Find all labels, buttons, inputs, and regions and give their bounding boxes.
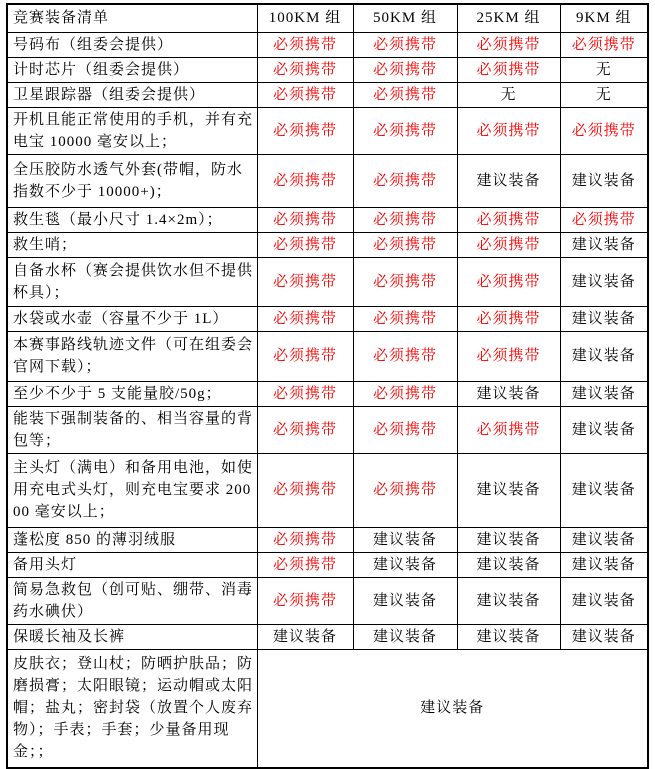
- table-row: [7, 207, 648, 232]
- merged-value-cell: 建议装备: [257, 649, 648, 768]
- value-cell: 无: [457, 82, 560, 107]
- table-row: [7, 57, 648, 82]
- value-cell: 必须携带: [257, 232, 353, 257]
- value-cell: 必须携带: [353, 207, 457, 232]
- value-cell: 必须携带: [457, 306, 560, 331]
- value-cell: 必须携带: [257, 306, 353, 331]
- header-row: [7, 4, 648, 32]
- value-cell: 必须携带: [353, 232, 457, 257]
- value-cell: 建议装备: [560, 624, 648, 649]
- item-cell: 救生毯（最小尺寸 1.4×2m）；: [7, 207, 257, 232]
- item-cell: 主头灯（满电）和备用电池，如使用充电式头灯，则充电宝要求 20000 毫安以上；: [7, 453, 257, 527]
- value-cell: 必须携带: [257, 577, 353, 624]
- value-cell: 建议装备: [457, 624, 560, 649]
- value-cell: 必须携带: [353, 82, 457, 107]
- table-row: [7, 552, 648, 577]
- value-cell: 必须携带: [257, 207, 353, 232]
- item-cell: 自备水杯（赛会提供饮水但不提供杯具）；: [7, 257, 257, 306]
- item-cell: 开机且能正常使用的手机，并有充电宝 10000 毫安以上；: [7, 107, 257, 154]
- equipment-table: [6, 3, 649, 769]
- item-cell: 计时芯片（组委会提供）: [7, 57, 257, 82]
- value-cell: 必须携带: [257, 527, 353, 552]
- value-cell: 必须携带: [353, 154, 457, 207]
- value-cell: 必须携带: [457, 32, 560, 57]
- value-cell: 必须携带: [257, 107, 353, 154]
- value-cell: 建议装备: [560, 406, 648, 453]
- table-row: [7, 306, 648, 331]
- table-row: [7, 331, 648, 381]
- value-cell: 建议装备: [560, 331, 648, 381]
- value-cell: 建议装备: [560, 527, 648, 552]
- value-cell: 必须携带: [457, 232, 560, 257]
- value-cell: 必须携带: [257, 32, 353, 57]
- table-row: [7, 257, 648, 306]
- table-row: [7, 82, 648, 107]
- value-cell: 建议装备: [560, 257, 648, 306]
- column-header-group: 25KM 组: [457, 4, 560, 32]
- table-row: [7, 624, 648, 649]
- table-row: [7, 107, 648, 154]
- table-row: [7, 381, 648, 406]
- value-cell: 必须携带: [257, 82, 353, 107]
- value-cell: 必须携带: [257, 257, 353, 306]
- table-row: [7, 406, 648, 453]
- column-header-group: 100KM 组: [257, 4, 353, 32]
- table-row: [7, 453, 648, 527]
- value-cell: 必须携带: [457, 207, 560, 232]
- item-cell: 本赛事路线轨迹文件（可在组委会官网下载）；: [7, 331, 257, 381]
- table-row: [7, 577, 648, 624]
- column-header-group: 50KM 组: [353, 4, 457, 32]
- value-cell: 必须携带: [257, 331, 353, 381]
- item-cell: 简易急救包（创可贴、绷带、消毒药水碘伏）: [7, 577, 257, 624]
- item-cell: 备用头灯: [7, 552, 257, 577]
- value-cell: 建议装备: [353, 552, 457, 577]
- table-row: [7, 154, 648, 207]
- value-cell: 建议装备: [457, 453, 560, 527]
- table-row: [7, 32, 648, 57]
- value-cell: 必须携带: [353, 306, 457, 331]
- value-cell: 建议装备: [457, 577, 560, 624]
- value-cell: 必须携带: [257, 552, 353, 577]
- value-cell: 必须携带: [353, 453, 457, 527]
- value-cell: 建议装备: [457, 154, 560, 207]
- table-row: [7, 527, 648, 552]
- value-cell: 建议装备: [257, 624, 353, 649]
- value-cell: 必须携带: [257, 453, 353, 527]
- value-cell: 必须携带: [560, 32, 648, 57]
- value-cell: 建议装备: [457, 552, 560, 577]
- item-cell: 保暖长袖及长裤: [7, 624, 257, 649]
- value-cell: 必须携带: [457, 107, 560, 154]
- value-cell: 无: [560, 82, 648, 107]
- item-cell: 全压胶防水透气外套(带帽，防水指数不少于 10000+)；: [7, 154, 257, 207]
- value-cell: 建议装备: [560, 306, 648, 331]
- value-cell: 建议装备: [560, 154, 648, 207]
- value-cell: 必须携带: [353, 331, 457, 381]
- value-cell: 建议装备: [353, 527, 457, 552]
- value-cell: 必须携带: [353, 381, 457, 406]
- value-cell: 建议装备: [560, 577, 648, 624]
- column-header-group: 9KM 组: [560, 4, 648, 32]
- item-cell: 水袋或水壶（容量不少于 1L）: [7, 306, 257, 331]
- value-cell: 必须携带: [560, 207, 648, 232]
- item-cell: 能装下强制装备的、相当容量的背包等；: [7, 406, 257, 453]
- value-cell: 必须携带: [257, 57, 353, 82]
- value-cell: 必须携带: [353, 107, 457, 154]
- value-cell: 无: [560, 57, 648, 82]
- table-row: [7, 232, 648, 257]
- value-cell: 建议装备: [560, 552, 648, 577]
- value-cell: 必须携带: [257, 381, 353, 406]
- value-cell: 必须携带: [560, 107, 648, 154]
- item-cell: 至少不少于 5 支能量胶/50g；: [7, 381, 257, 406]
- table-row: [7, 649, 648, 768]
- item-cell: 卫星跟踪器（组委会提供）: [7, 82, 257, 107]
- equipment-checklist: [6, 3, 649, 769]
- value-cell: 必须携带: [457, 331, 560, 381]
- value-cell: 必须携带: [457, 406, 560, 453]
- value-cell: 建议装备: [560, 381, 648, 406]
- value-cell: 必须携带: [353, 257, 457, 306]
- value-cell: 建议装备: [353, 624, 457, 649]
- item-cell: 蓬松度 850 的薄羽绒服: [7, 527, 257, 552]
- value-cell: 建议装备: [560, 453, 648, 527]
- value-cell: 必须携带: [353, 406, 457, 453]
- value-cell: 必须携带: [257, 406, 353, 453]
- value-cell: 建议装备: [560, 232, 648, 257]
- value-cell: 必须携带: [257, 154, 353, 207]
- value-cell: 建议装备: [353, 577, 457, 624]
- value-cell: 必须携带: [353, 32, 457, 57]
- item-cell: 皮肤衣；登山杖；防晒护肤品；防磨损膏；太阳眼镜；运动帽或太阳帽；盐丸；密封袋（放置个人废弃物）；手表；手套；少量备用现金；；: [7, 649, 257, 768]
- value-cell: 建议装备: [457, 381, 560, 406]
- value-cell: 必须携带: [457, 257, 560, 306]
- value-cell: 必须携带: [353, 57, 457, 82]
- value-cell: 必须携带: [457, 57, 560, 82]
- value-cell: 建议装备: [457, 527, 560, 552]
- column-header-item-list: 竞赛装备清单: [7, 4, 257, 32]
- item-cell: 救生哨；: [7, 232, 257, 257]
- item-cell: 号码布（组委会提供）: [7, 32, 257, 57]
